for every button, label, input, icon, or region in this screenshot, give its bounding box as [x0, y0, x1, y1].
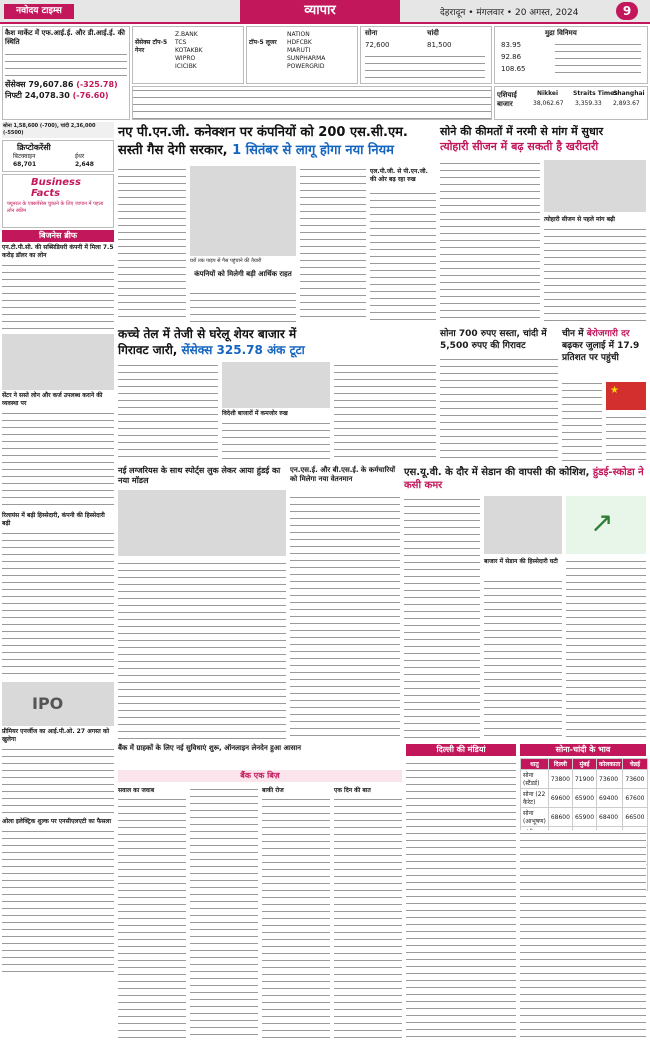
crude-headline-line1: कच्चे तेल में तेजी से घरेलू शेयर बाजार में [118, 327, 297, 341]
opinion-body-col3 [262, 796, 330, 1040]
asian-markets-panel [494, 86, 648, 120]
ncl-body [290, 494, 400, 740]
forex-panel [494, 26, 648, 84]
gainer-item: TCS [175, 39, 187, 46]
suv-subhead: बाजार में सेडान की हिस्सेदारी घटी [484, 558, 558, 565]
crypto-box [2, 140, 114, 172]
straits-label: Straits Times [573, 90, 618, 97]
sensex-row: सेंसेक्स 79,607.86 (-325.78) [5, 80, 118, 89]
crude-body-col3 [334, 362, 436, 462]
table-row: सोना (22 कैरेट) 69600 65900 69400 67600 [521, 789, 648, 808]
ipo-image [2, 682, 114, 726]
china-body-col2 [606, 414, 646, 462]
ncl-headline: एन.एस.ई. और बी.एस.ई. के कर्मचारियों को मिलेगा नया वेतनमान [290, 466, 396, 483]
gold-subhead: त्योहारी सीजन से पहले मांग बढ़ी [544, 216, 615, 223]
asian-title: एशियाई बाजार [497, 91, 517, 108]
china-body-col1 [562, 380, 602, 462]
facts-title: Business Facts [31, 177, 81, 199]
newspaper-logo: नवोदय टाइम्स [4, 4, 74, 19]
suv-chart-graphic [566, 496, 646, 554]
delhi-mandi-header: दिल्ली की मंडियां [406, 744, 516, 756]
crude-headline-line2: गिरावट जारी, सेंसेक्स 325.78 अंक टूटा [118, 343, 305, 357]
forex-title: मुद्रा विनिमय [545, 29, 577, 37]
gold-photo [544, 160, 646, 212]
straits-value: 3,359.33 [575, 100, 602, 107]
opinion-subhead: एक दिन की बात [334, 787, 371, 794]
brief-body [2, 262, 114, 332]
suv-body-col1 [404, 496, 480, 740]
bullion-lines [365, 53, 485, 79]
business-brief-header: बिजनेस ब्रीफ [2, 230, 114, 242]
lead-subhead: कंपनियों को मिलेगी बड़ी आर्थिक राहत [194, 270, 292, 278]
lead-subhead-2: एल.पी.जी. से पी.एन.जी. की ओर बढ़ रहा रुख [370, 168, 428, 183]
silver-body [440, 356, 558, 462]
lead-body-col4 [370, 190, 436, 322]
brief-body [2, 746, 114, 816]
loser-item: NATION [287, 31, 310, 38]
silver-headline: सोना 700 रुपए सस्ता, चांदी में 5,500 रुपए की गिरावट [440, 329, 547, 351]
usd-rate: 83.95 [501, 41, 522, 49]
opinion-subhead: बाकी रोज [262, 787, 284, 794]
brief-body [2, 828, 114, 978]
lead-headline [118, 124, 436, 160]
ether-value: 2,648 [75, 161, 94, 168]
sector-index-strip [132, 86, 492, 120]
china-flag [606, 382, 646, 410]
silver-title: चांदी [427, 29, 439, 37]
gainer-item: Z.BANK [175, 31, 198, 38]
lead-body-col1 [118, 166, 186, 322]
lead-headline-line2: सस्ती गैस देगी सरकार, 1 सितंबर से लागू होगा नया नियम [118, 143, 394, 158]
page-number: 9 [616, 2, 638, 20]
crude-body-col1 [118, 362, 218, 462]
opinion-body-col2 [190, 786, 258, 1040]
loser-item: POWERGRID [287, 63, 325, 70]
brief-headline: सेंटर ने सस्ते लोन और कर्ज उपलब्ध कराने की व्यवस्था पर [2, 392, 103, 407]
opinion-body-col1 [118, 796, 186, 1040]
gainer-item: ICICIBK [175, 63, 197, 70]
bottom-headline: बैंक में ग्राहकों के लिए नई सुविधाएं शुरू, ऑनलाइन लेनदेन हुआ आसान [118, 744, 302, 752]
gbp-rate: 108.65 [501, 65, 526, 73]
losers-panel [246, 26, 358, 84]
brief-body [2, 410, 114, 510]
nifty-row: निफ्टी 24,078.30 (-76.60) [5, 91, 109, 100]
loser-item: SUNPHARMA [287, 55, 326, 62]
delhi-mandi-body [406, 760, 516, 1040]
table-row: सोना (स्टैंडर्ड) 73800 71900 73600 73600 [521, 770, 648, 789]
nikkei-value: 38,062.67 [533, 100, 564, 107]
gold-title: सोना [365, 29, 378, 37]
losers-list [287, 31, 325, 71]
suv-body-col3 [566, 558, 646, 740]
metal-rates-header-row: धातु दिल्ली मुंबई कोलकाता चेन्नई [521, 759, 648, 770]
auto-photo [118, 490, 286, 556]
lead-headline-line1: नए पी.एन.जी. कनेक्शन पर कंपनियों को 200 एस.सी.एम. [118, 125, 408, 140]
gold-body-col1 [440, 160, 540, 322]
crude-subhead: विदेशी बाजारों में कमजोर रुख [222, 410, 288, 417]
opinion-header: बैंक एक बिज़ [118, 770, 402, 782]
gold-rate: 72,600 [365, 41, 390, 49]
bitcoin-label: बिटक्वाइन [13, 153, 36, 160]
china-headline: चीन में बेरोजगारी दर बढ़कर जुलाई में 17.9 प्रतिशत पर पहुंची [562, 329, 640, 363]
auto-headline: नई लग्जरियस के साथ स्पोर्ट्स लुक लेकर आया हुंडई का नया मॉडल [118, 466, 281, 485]
silver-rate: 81,500 [427, 41, 452, 49]
forex-lines [555, 41, 641, 77]
bitcoin-value: 68,701 [13, 161, 37, 168]
ipo-label: IPO [32, 694, 64, 713]
brief-headline: रिलायंस में बढ़ी हिस्सेदारी, कंपनी की हिस्सेदारी बढ़ी [2, 512, 105, 527]
metal-rates-header: सोना-चांदी के भाव [520, 744, 646, 756]
market-headline: कैश मार्केट में एफ.आई.ई. और डी.आई.ई. की स्थिति [5, 29, 125, 46]
section-title: व्यापार [240, 0, 400, 22]
losers-title: टॉप-5 लूजर [249, 39, 277, 46]
brief-headline: ओला इलेक्ट्रिक शुल्क पर एनसीएलएटी का फैसला [2, 818, 112, 825]
market-table-lines [5, 51, 127, 77]
gold-body-col2 [544, 226, 646, 322]
ticker-strip: सोना 1,58,600 (-700), चांदी 2,36,000 (-5500) [2, 122, 114, 138]
gainers-title: सेंसेक्स टॉप-5 गेनर [135, 39, 168, 54]
nikkei-label: Nikkei [537, 90, 559, 97]
suv-photo [484, 496, 562, 554]
crude-headline [118, 326, 436, 358]
lead-photo-gas-pipe [190, 166, 296, 256]
opinion-subhead: सवाल का जवाब [118, 787, 155, 794]
gainers-list [175, 31, 203, 71]
table-row: सोना (आभूषण) 68600 65900 68400 66500 [521, 808, 648, 827]
brief-headline: प्रीमियर एनर्जीज का आई.पी.ओ. 27 अगस्त को खुलेगा [2, 728, 110, 743]
brief-photo [2, 334, 114, 390]
crypto-title: क्रिप्टोकरेंसी [17, 143, 51, 152]
trend-arrow-icon: ↗ [590, 506, 614, 539]
issue-date: देहरादून • मंगलवार • 20 अगस्त, 2024 [440, 8, 579, 18]
brief-body [2, 530, 114, 680]
gainer-item: KOTAKBK [175, 47, 203, 54]
eur-rate: 92.86 [501, 53, 522, 61]
brief-headline: एन.टी.पी.सी. की सब्सिडियरी कंपनी में मिला 7.5 करोड़ डॉलर का लोन [2, 244, 114, 259]
gainer-item: WIPRO [175, 55, 196, 62]
bullion-panel [360, 26, 492, 84]
suv-body-col2 [484, 578, 562, 740]
gold-headline-line2: त्योहारी सीजन में बढ़ सकती है खरीदारी [440, 140, 599, 153]
left-column [2, 122, 114, 1040]
gold-headline [440, 124, 646, 154]
opinion-body-col4 [334, 796, 402, 1040]
gold-headline-line1: सोने की कीमतों में नरमी से मांग में सुधार [440, 125, 604, 138]
business-facts-box [2, 174, 114, 228]
auto-body [118, 560, 286, 740]
gainers-panel [132, 26, 244, 84]
shanghai-label: Shanghai [613, 90, 645, 97]
suv-headline: एस.यू.वी. के दौर में सेडान की वापसी की कोशिश, हुंडई-स्कोडा ने कसी कमर [404, 467, 644, 491]
shanghai-value: 2,893.67 [613, 100, 640, 107]
ether-label: ईथर [75, 153, 85, 160]
crude-photo [222, 362, 330, 408]
loser-item: MARUTI [287, 47, 311, 54]
facts-text: फ्यूनरल के एक्सपेंसेस चुकाने के लिए जापान में पहला लोन स्कीम [7, 201, 104, 214]
loser-item: HDFCBK [287, 39, 312, 46]
metal-rates-notes [520, 830, 646, 1040]
crude-body-col2 [222, 420, 330, 462]
market-summary-panel [2, 26, 130, 120]
lead-body-col2 [190, 290, 296, 322]
lead-caption: घरों तक पाइप से गैस पहुंचाने की तैयारी [190, 258, 262, 264]
lead-body-col3 [300, 166, 366, 322]
star-icon: ★ [610, 385, 619, 396]
